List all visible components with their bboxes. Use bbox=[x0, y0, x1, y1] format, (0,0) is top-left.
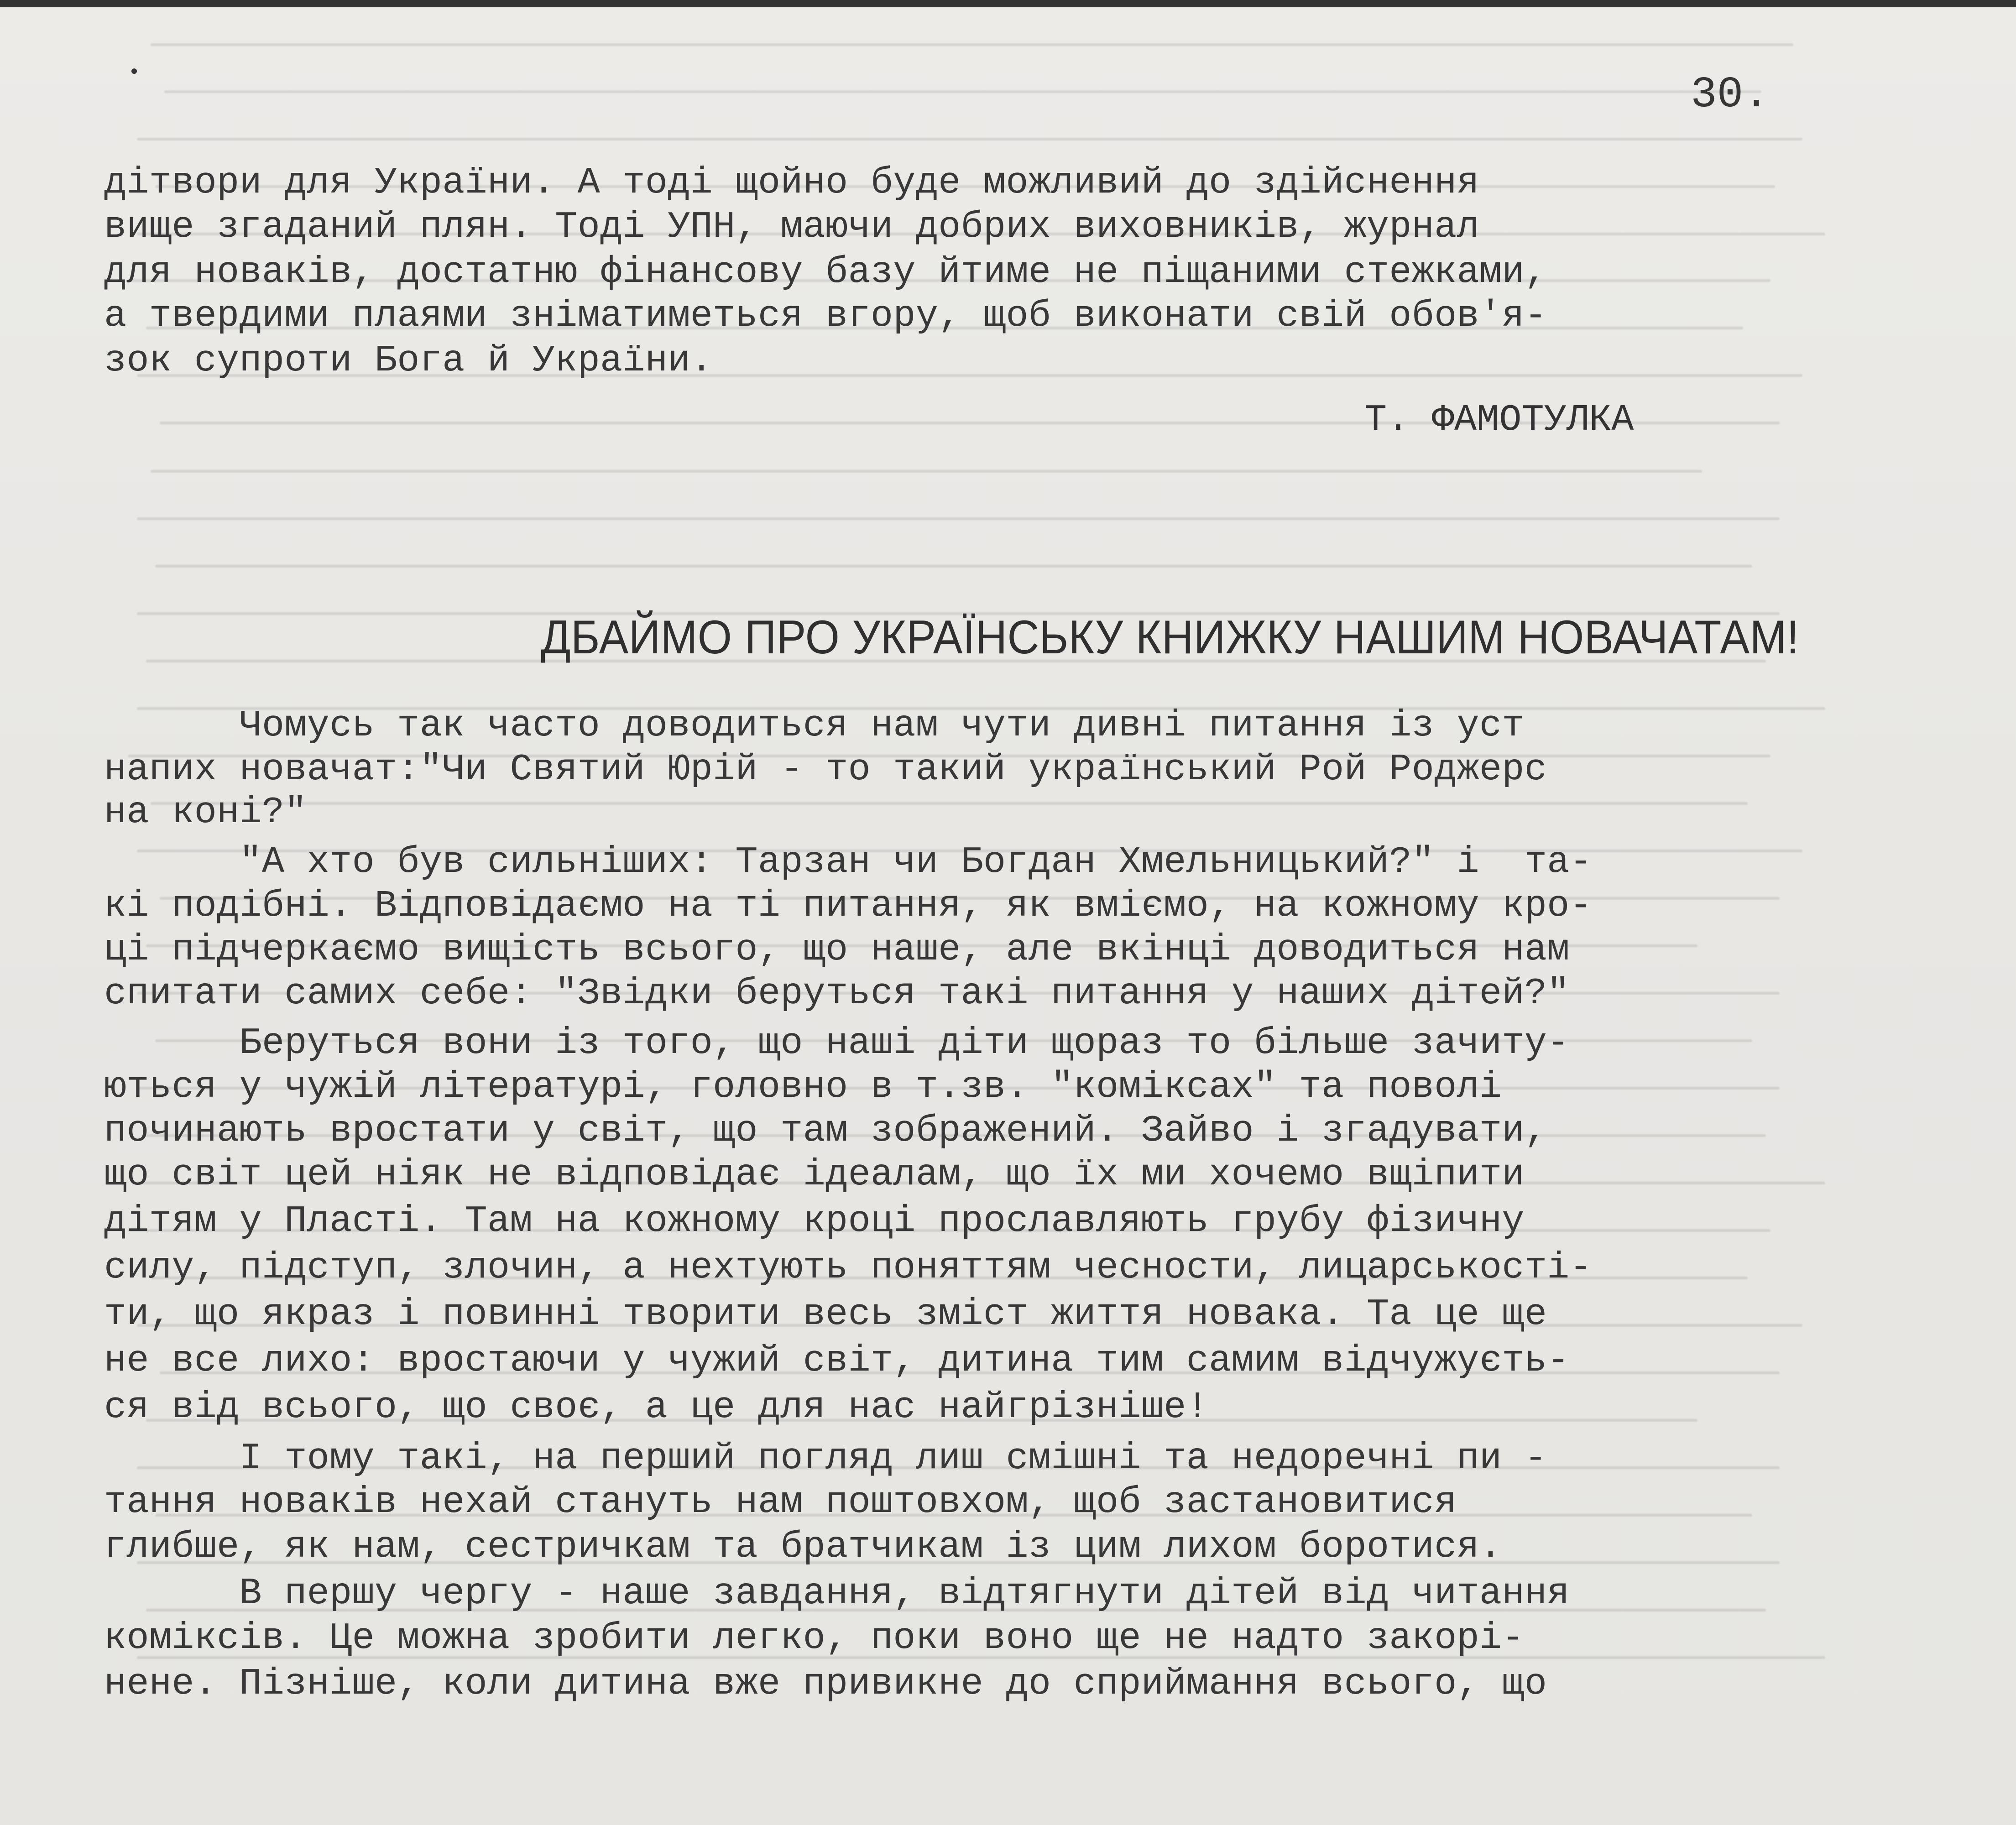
top-paragraph-line-4: а твердими плаями зніматиметься вгору, щоб виконати свій обов'я- bbox=[104, 295, 1547, 337]
body-line-11: що світ цей ніяк не відповідає ідеалам, що їх ми хочемо вщіпити bbox=[104, 1153, 1525, 1196]
body-line-17: І тому такі, на перший погляд лиш смішні та недоречні пи - bbox=[104, 1437, 1547, 1480]
ink-dot bbox=[131, 68, 137, 74]
body-line-7: спитати самих себе: "Звідки беруться такі питання у наших дітей?" bbox=[104, 972, 1570, 1015]
author-signature: Т. ФАМОТУЛКА bbox=[1364, 399, 1634, 441]
body-line-8: Беруться вони із того, що наші діти щораз то більше зачиту- bbox=[104, 1022, 1570, 1064]
body-line-12: дітям у Пласті. Там на кожному кроці прославляють грубу фізичну bbox=[104, 1200, 1525, 1242]
body-line-13: силу, підступ, злочин, а нехтують поняттям чесности, лицарськості- bbox=[104, 1246, 1592, 1289]
top-paragraph-line-5: зок супроти Бога й України. bbox=[104, 339, 713, 382]
top-paragraph-line-3: для новаків, достатню фінансову базу йтиме не піщаними стежками, bbox=[104, 251, 1547, 293]
top-border bbox=[0, 0, 2016, 7]
body-line-20: В першу чергу - наше завдання, відтягнути дітей від читання bbox=[104, 1572, 1570, 1615]
page-number: 30. bbox=[1691, 70, 1770, 120]
body-line-2: напих новачат:"Чи Святий Юрій - то такий український Рой Роджерс bbox=[104, 748, 1547, 791]
body-line-22: нене. Пізніше, коли дитина вже привикне до сприймання всього, що bbox=[104, 1663, 1547, 1705]
body-line-4: "А хто був сильніших: Тарзан чи Богдан Хмельницький?" і та- bbox=[104, 841, 1592, 883]
body-line-14: ти, що якраз і повинні творити весь зміст життя новака. Та це ще bbox=[104, 1293, 1547, 1335]
body-line-1: Чомусь так часто доводиться нам чути дивні питання із уст bbox=[104, 704, 1525, 747]
body-line-5: кі подібні. Відповідаємо на ті питання, як вміємо, на кожному кро- bbox=[104, 885, 1592, 927]
top-paragraph-line-1: дітвори для України. А тоді щойно буде можливий до здійснення bbox=[104, 162, 1479, 204]
body-line-9: ються у чужій літературі, головно в т.зв. "коміксах" та поволі bbox=[104, 1066, 1502, 1108]
body-line-10: починають вростати у світ, що там зображений. Зайво і згадувати, bbox=[104, 1110, 1547, 1152]
article-heading: ДБАЙМО ПРО УКРАЇНСЬКУ КНИЖКУ НАШИМ НОВАЧАТАМ! bbox=[541, 611, 1799, 664]
body-line-6: ці підчеркаємо вищість всього, що наше, але вкінці доводиться нам bbox=[104, 928, 1570, 971]
body-line-16: ся від всього, що своє, а це для нас найгрізніше! bbox=[104, 1386, 1209, 1429]
body-line-18: тання новаків нехай стануть нам поштовхом, щоб застановитися bbox=[104, 1481, 1457, 1523]
body-line-19: глибше, як нам, сестричкам та братчикам із цим лихом боротися. bbox=[104, 1526, 1502, 1568]
top-paragraph-line-2: вище згаданий плян. Тоді УПН, маючи добрих виховників, журнал bbox=[104, 206, 1479, 248]
body-line-15: не все лихо: вростаючи у чужий світ, дитина тим самим відчужуєть- bbox=[104, 1340, 1570, 1382]
body-line-3: на коні?" bbox=[104, 791, 307, 834]
body-line-21: коміксів. Це можна зробити легко, поки воно ще не надто закорі- bbox=[104, 1617, 1525, 1659]
